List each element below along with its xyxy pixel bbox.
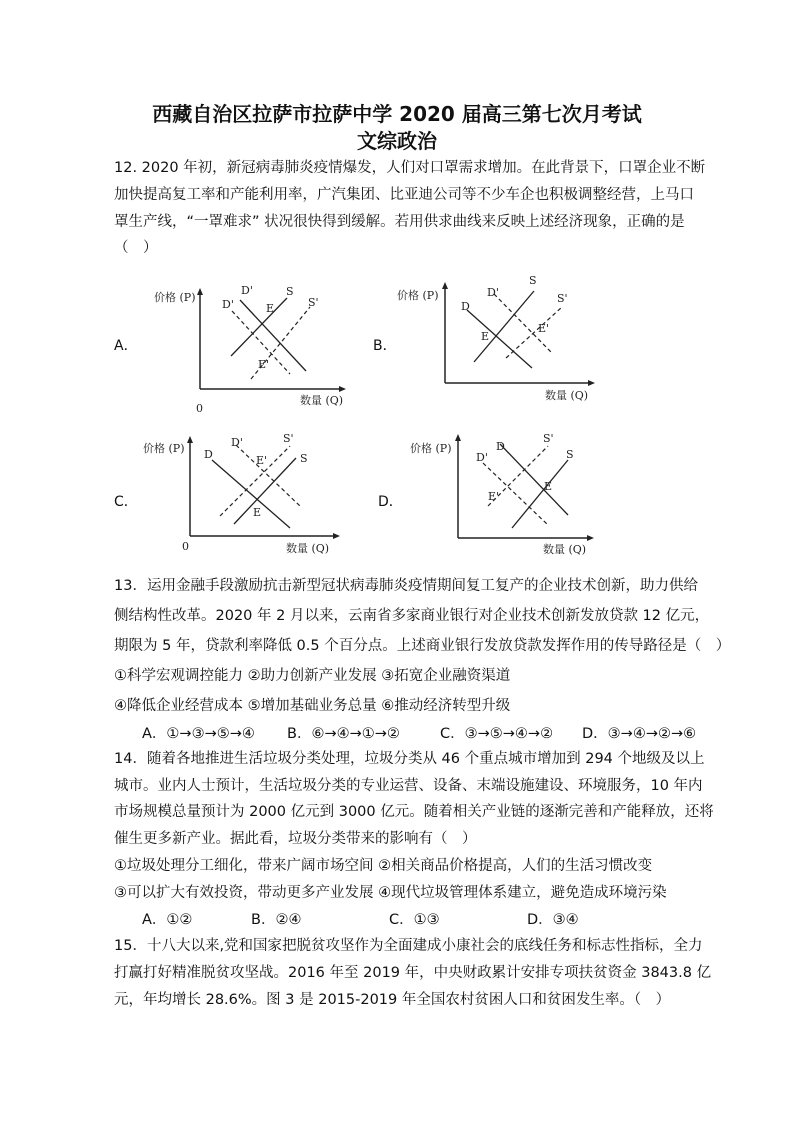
q14-choice-c[interactable]: C．①③ xyxy=(389,912,440,928)
q12-option-d-label: D． xyxy=(378,494,403,510)
graph-a-origin: 0 xyxy=(196,402,203,415)
q12-line-1: 12. 2020 年初，新冠病毒肺炎疫情爆发，人们对口罩需求增加。在此背景下，口罩企业不断 xyxy=(114,160,706,176)
q12-option-a-label: A． xyxy=(114,338,138,354)
q14-line-4: 催生更多新产业。据此看，垃圾分类带来的影响有（ ） xyxy=(114,831,477,847)
graph-d-label-dp: D' xyxy=(476,451,488,464)
graph-c-price-label: 价格 (P) xyxy=(143,442,185,455)
q13-choice-d[interactable]: D．③→④→②→⑥ xyxy=(582,726,697,742)
q12-line-4: （ ） xyxy=(114,240,158,256)
graph-b-quantity-label: 数量 (Q) xyxy=(545,389,589,402)
graph-c-label-ep: E' xyxy=(256,454,268,467)
q12-option-b-label: B． xyxy=(373,338,397,354)
graph-a-label-s: S xyxy=(286,285,294,298)
q13-line-2: 侧结构性改革。2020 年 2 月以来，云南省多家商业银行对企业技术创新发放贷款 12 亿元， xyxy=(114,608,710,624)
q13-line-4: ①科学宏观调控能力 ②助力创新产业发展 ③拓宽企业融资渠道 xyxy=(114,668,511,684)
graph-c-label-e: E xyxy=(253,506,262,519)
supply-demand-graph-c xyxy=(140,428,350,562)
q14-choice-b[interactable]: B．②④ xyxy=(251,912,302,928)
graph-d-label-ep: E' xyxy=(488,490,500,503)
graph-b-label-sp: S' xyxy=(557,292,568,305)
supply-demand-graph-d xyxy=(408,428,608,562)
graph-b-supply-line xyxy=(474,291,534,362)
graph-b-label-e: E xyxy=(481,330,490,343)
q13-choice-b[interactable]: B．⑥→④→①→② xyxy=(287,726,400,742)
q13-line-3: 期限为 5 年，贷款利率降低 0.5 个百分点。上述商业银行发放贷款发挥作用的传导路径是（ ） xyxy=(114,638,731,654)
graph-a-label-dp: D' xyxy=(241,284,253,297)
graph-c-label-sp: S' xyxy=(283,432,294,445)
graph-c-demand-line xyxy=(212,460,290,528)
graph-d-label-e: E xyxy=(544,480,553,493)
q12-line-2: 加快提高复工率和产能利用率，广汽集团、比亚迪公司等不少车企也积极调整经营，上马口 xyxy=(114,187,694,203)
graph-a-price-label: 价格 (P) xyxy=(154,291,196,304)
q13-choice-a[interactable]: A．①→③→⑤→④ xyxy=(142,726,255,742)
supply-demand-graph-a xyxy=(150,280,350,424)
q13-line-5: ④降低企业经营成本 ⑤增加基础业务总量 ⑥推动经济转型升级 xyxy=(114,698,511,714)
graph-c-label-dp: D' xyxy=(231,436,243,449)
graph-d-label-sp: S' xyxy=(543,432,554,445)
q12-option-c-label: C． xyxy=(114,494,138,510)
graph-d-price-label: 价格 (P) xyxy=(410,442,452,455)
q15-line-2: 打赢打好精准脱贫攻坚战。2016 年至 2019 年，中央财政累计安排专项扶贫资金 3843.8 亿 xyxy=(114,965,712,981)
q14-line-1: 14．随着各地推进生活垃圾分类处理，垃圾分类从 46 个重点城市增加到 294 个地级及以上 xyxy=(114,751,705,767)
q14-line-3: 市场规模总量预计为 2000 亿元到 3000 亿元。随着相关产业链的逐渐完善和产能释放，还将 xyxy=(114,804,714,820)
graph-a-label-dp2: D' xyxy=(222,298,234,311)
supply-demand-graph-b xyxy=(395,272,605,416)
graph-a-supply-line xyxy=(231,298,287,356)
paper-subtitle: 文综政治 xyxy=(357,129,437,153)
graph-b-label-d: D xyxy=(461,300,470,313)
q13-choice-c[interactable]: C．③→⑤→④→② xyxy=(440,726,554,742)
graph-d-demand-line xyxy=(500,444,568,515)
q15-line-3: 元，年均增长 28.6%。图 3 是 2015-2019 年全国农村贫困人口和贫困发生率。（ ） xyxy=(114,992,671,1008)
graph-a-label-e: E xyxy=(266,302,275,315)
graph-a-label-sp: S' xyxy=(308,296,319,309)
q15-line-1: 15．十八大以来,党和国家把脱贫攻坚作为全面建成小康社会的底线任务和标志性指标，全力 xyxy=(114,938,703,954)
q14-choice-d[interactable]: D．③④ xyxy=(527,912,579,928)
graph-b-label-s: S xyxy=(529,274,537,287)
q12-line-3: 罩生产线，“一罩难求” 状况很快得到缓解。若用供求曲线来反映上述经济现象，正确的是 xyxy=(114,214,685,230)
graph-c-origin: 0 xyxy=(182,540,189,553)
q14-line-5: ①垃圾处理分工细化，带来广阔市场空间 ②相关商品价格提高，人们的生活习惯改变 xyxy=(114,858,653,874)
graph-d-label-d: D xyxy=(496,440,505,453)
graph-c-demand-prime-line xyxy=(236,445,300,506)
graph-b-label-ep: E' xyxy=(538,322,550,335)
graph-b-label-dp: D' xyxy=(487,286,499,299)
graph-a-label-ep: E' xyxy=(258,358,270,371)
graph-a-quantity-label: 数量 (Q) xyxy=(300,394,344,407)
paper-title: 西藏自治区拉萨市拉萨中学 2020 届高三第七次月考试 xyxy=(152,102,642,126)
graph-c-quantity-label: 数量 (Q) xyxy=(286,542,330,555)
graph-d-label-s: S xyxy=(566,448,574,461)
q14-line-6: ③可以扩大有效投资，带动更多产业发展 ④现代垃圾管理体系建立，避免造成环境污染 xyxy=(114,885,667,901)
graph-d-quantity-label: 数量 (Q) xyxy=(543,543,587,556)
graph-b-price-label: 价格 (P) xyxy=(397,289,439,302)
graph-c-label-s: S xyxy=(300,452,308,465)
q14-line-2: 城市。业内人士预计，生活垃圾分类的专业运营、设备、末端设施建设、环境服务，10 年内 xyxy=(114,778,703,794)
graph-c-label-d: D xyxy=(204,448,213,461)
q14-choice-a[interactable]: A．①② xyxy=(142,912,193,928)
q13-line-1: 13．运用金融手段激励抗击新型冠状病毒肺炎疫情期间复工复产的企业技术创新，助力供给 xyxy=(114,578,698,594)
graph-c-supply-line xyxy=(234,458,296,524)
